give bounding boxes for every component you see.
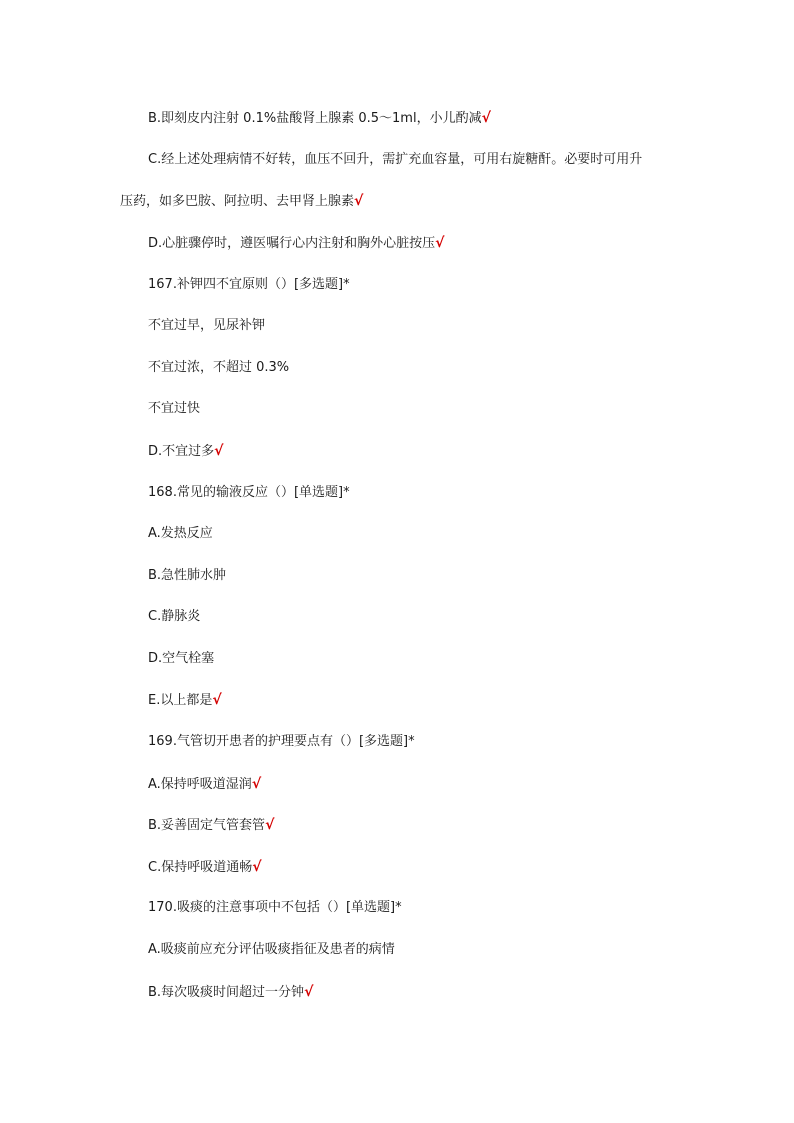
line-text: D.空气栓塞 (148, 651, 215, 666)
option-line (148, 317, 265, 335)
line-text: 压药，如多巴胺、阿拉明、去甲肾上腺素 (120, 194, 355, 209)
check-mark-icon: √ (481, 110, 491, 126)
option-line (148, 858, 262, 877)
option-line (148, 400, 200, 418)
question-line (148, 733, 415, 751)
line-text: B.即刻皮内注射 0.1%盐酸肾上腺素 0.5～1ml，小儿酌减 (148, 111, 482, 126)
line-text: A.吸痰前应充分评估吸痰指征及患者的病情 (148, 942, 395, 957)
check-mark-icon: √ (304, 984, 314, 1000)
check-mark-icon: √ (214, 443, 224, 459)
option-line (148, 442, 224, 461)
option-line (148, 983, 313, 1002)
option-line (148, 608, 200, 626)
line-text: B.急性肺水肿 (148, 568, 227, 583)
option-line (148, 816, 274, 835)
question-line (148, 484, 350, 502)
line-text: C.经上述处理病情不好转，血压不回升，需扩充血容量，可用右旋糖酐。必要时可用升 (148, 152, 643, 167)
line-text: C.静脉炎 (148, 609, 201, 624)
line-text: A.发热反应 (148, 526, 213, 541)
option-line (148, 691, 222, 710)
line-text: B.每次吸痰时间超过一分钟 (148, 985, 305, 1000)
check-mark-icon: √ (212, 692, 222, 708)
check-mark-icon: √ (265, 817, 275, 833)
check-mark-icon: √ (435, 235, 445, 251)
option-line (148, 109, 491, 128)
option-line (148, 234, 445, 253)
line-text: C.保持呼吸道通畅 (148, 860, 253, 875)
line-text: 170.吸痰的注意事项中不包括（）[单选题]* (148, 900, 402, 915)
option-line (148, 359, 289, 377)
line-text: D.心脏骤停时，遵医嘱行心内注射和胸外心脏按压 (148, 236, 436, 251)
question-line (148, 899, 402, 917)
check-mark-icon: √ (252, 859, 262, 875)
option-line-continuation (120, 192, 363, 211)
option-line (148, 525, 213, 543)
line-text: 不宜过浓，不超过 0.3% (148, 360, 290, 375)
option-line (148, 775, 261, 794)
question-line (148, 276, 350, 294)
option-line (148, 650, 214, 668)
line-text: 不宜过快 (148, 401, 201, 416)
line-text: 167.补钾四不宜原则（）[多选题]* (148, 277, 350, 292)
line-text: 169.气管切开患者的护理要点有（）[多选题]* (148, 734, 415, 749)
check-mark-icon: √ (251, 776, 262, 792)
line-text: 168.常见的输液反应（）[单选题]* (148, 485, 350, 500)
line-text: E.以上都是 (148, 693, 213, 708)
line-text: A.保持呼吸道湿润 (148, 777, 252, 792)
option-line (148, 151, 642, 169)
option-line (148, 567, 226, 585)
line-text: B.妥善固定气管套管 (148, 818, 266, 833)
check-mark-icon: √ (354, 193, 364, 209)
line-text: D.不宜过多 (148, 444, 215, 459)
line-text: 不宜过早，见尿补钾 (148, 318, 266, 333)
option-line (148, 941, 395, 959)
